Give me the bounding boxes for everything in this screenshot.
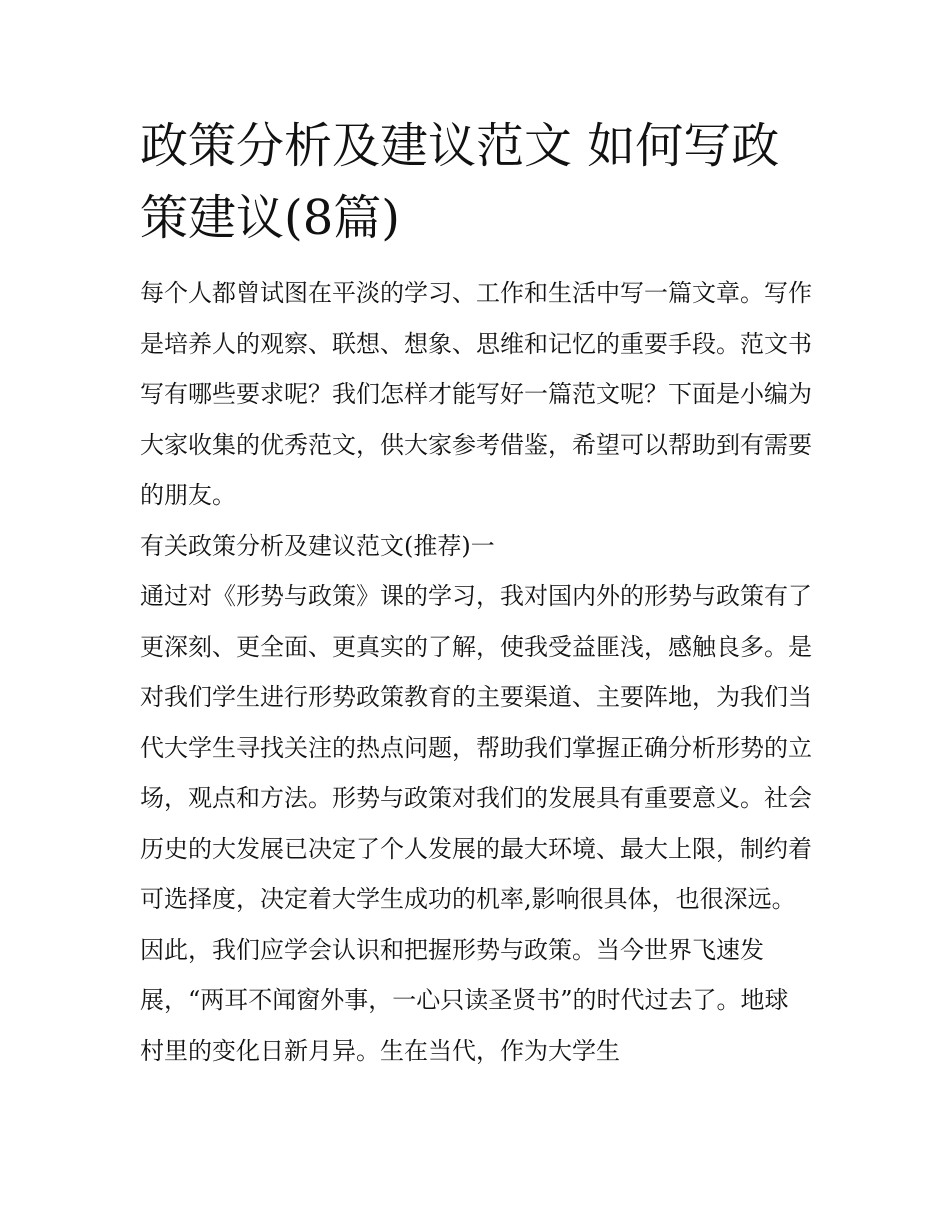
intro-paragraph: 每个人都曾试图在平淡的学习、工作和生活中写一篇文章。写作是培养人的观察、联想、想象、思维和记忆的重要手段。范文书写有哪些要求呢？我们怎样才能写好一篇范文呢？下面是小编为大家收集的优秀范文，供大家参考借鉴，希望可以帮助到有需要的朋友。 [140,279,812,509]
section-paragraph: 通过对《形势与政策》课的学习，我对国内外的形势与政策有了更深刻、更全面、更真实的了解，使我受益匪浅，感触良多。是对我们学生进行形势政策教育的主要渠道、主要阵地，为我们当代大学生寻找关注的热点问题，帮助我们掌握正确分析形势的立场，观点和方法。形势与政策对我们的发展具有重要意义。社会历史的大发展已决定了个人发展的最大环境、最大上限，制约着可选择度，决定着大学生成功的机率,影响很具体，也很深远。因此，我们应学会认识和把握形势与政策。当今世界飞速发展，“两耳不闻窗外事，一心只读圣贤书”的时代过去了。地球村里的变化日新月异。生在当代，作为大学生 [140,582,812,1065]
document-title: 政策分析及建议范文 如何写政策建议(8篇) [140,118,780,246]
section-heading: 有关政策分析及建议范文(推荐)一 [140,531,495,560]
document-content [140,110,812,1076]
